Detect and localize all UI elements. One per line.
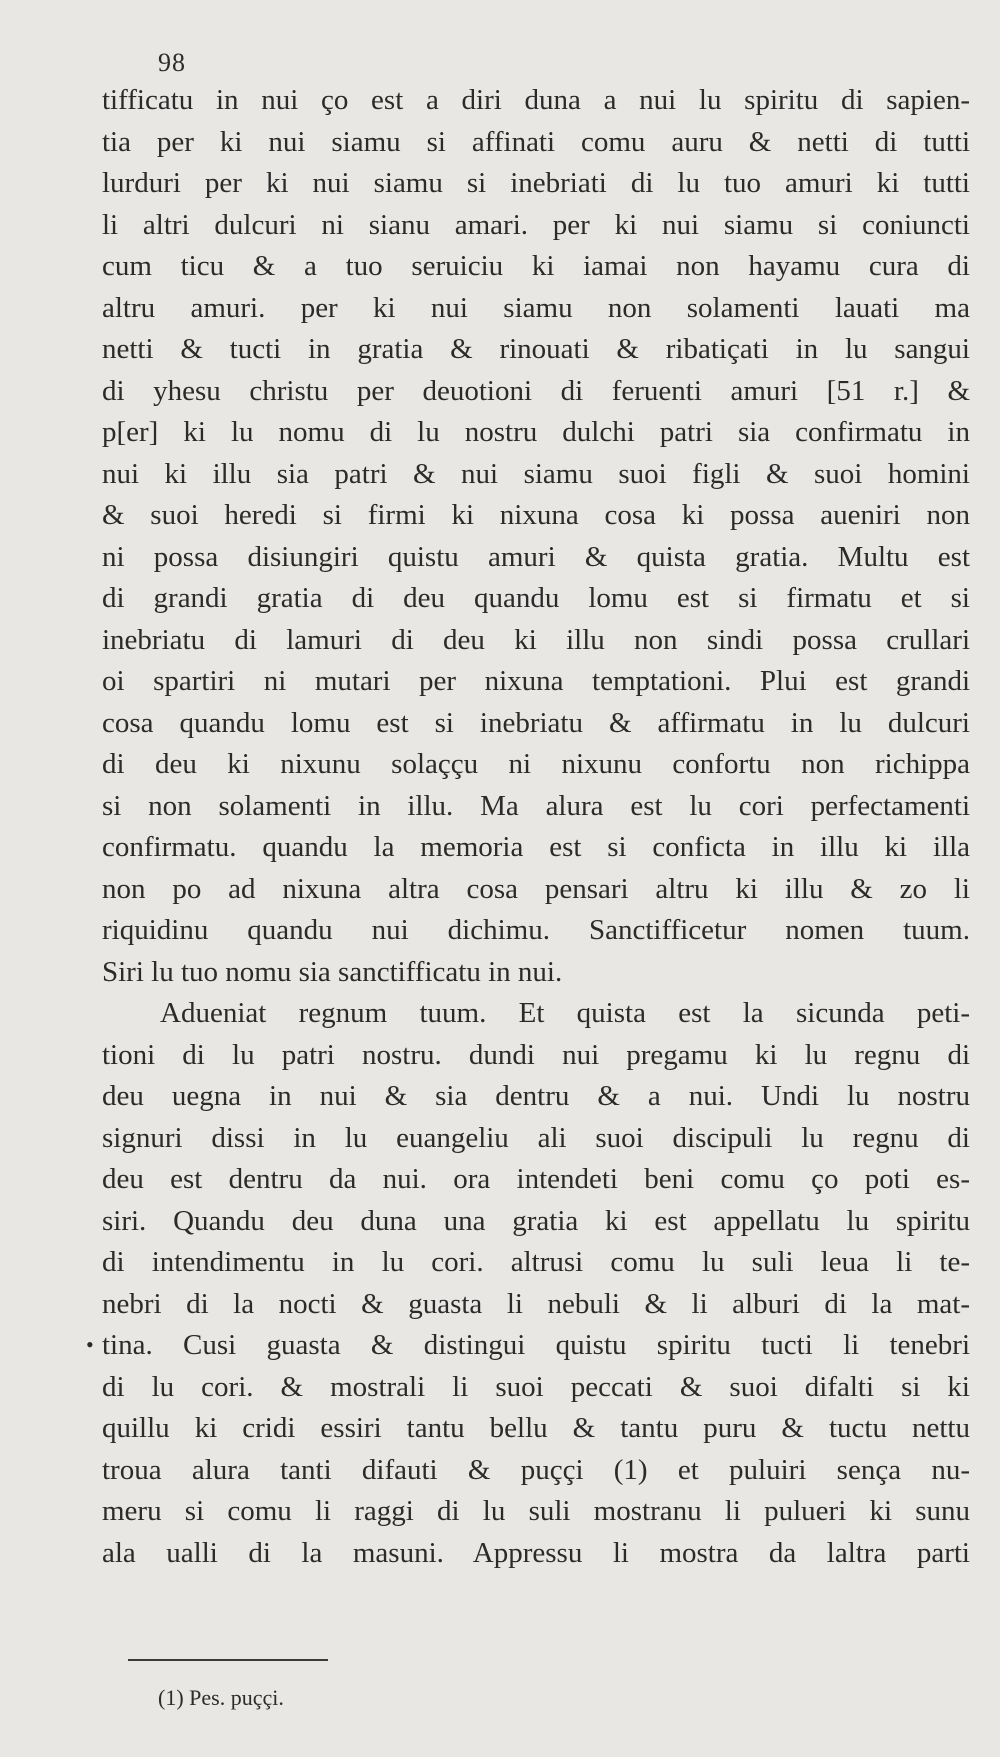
text-line: altru amuri. per ki nui siamu non solamenti lauati ma xyxy=(102,291,970,324)
text-line: quillu ki cridi essiri tantu bellu & tantu puru & tuctu nettu xyxy=(102,1412,970,1444)
text-line: meru si comu li raggi di lu suli mostranu li pulueri ki sunu xyxy=(102,1495,970,1527)
text-line: cum ticu & a tuo seruiciu ki iamai non hayamu cura di xyxy=(102,250,970,282)
text-line: tina. Cusi guasta & distingui quistu spiritu tucti li tenebri xyxy=(102,1329,970,1361)
text-line: di intendimentu in lu cori. altrusi comu lu suli leua li te- xyxy=(102,1246,970,1278)
paragraph-start-line: Adueniat regnum tuum. Et quista est la sicunda peti- xyxy=(160,997,970,1029)
text-line: cosa quandu lomu est si inebriatu & affirmatu in lu dulcuri xyxy=(102,706,970,739)
text-line: deu est dentru da nui. ora intendeti beni comu ço poti es- xyxy=(102,1163,970,1195)
text-line: tifficatu in nui ço est a diri duna a nui lu spiritu di sapien- xyxy=(102,84,970,116)
page-number: 98 xyxy=(158,48,186,77)
text-line: deu uegna in nui & sia dentru & a nui. Undi lu nostru xyxy=(102,1080,970,1112)
text-line: ni possa disiungiri quistu amuri & quista gratia. Multu est xyxy=(102,540,970,573)
text-line: si non solamenti in illu. Ma alura est lu cori perfectamenti xyxy=(102,789,970,822)
text-line: Siri lu tuo nomu sia sanctifficatu in nui. xyxy=(102,955,563,988)
text-line: di deu ki nixunu solaççu ni nixunu confortu non richippa xyxy=(102,748,970,780)
text-line: oi spartiri ni mutari per nixuna temptationi. Plui est grandi xyxy=(102,665,970,697)
text-line: non po ad nixuna altra cosa pensari altru ki illu & zo li xyxy=(102,872,970,905)
body-text xyxy=(102,80,970,1574)
margin-mark: • xyxy=(86,1332,94,1357)
text-line: ala ualli di la masuni. Appressu li mostra da laltra parti xyxy=(102,1536,970,1569)
text-line: confirmatu. quandu la memoria est si conficta in illu ki illa xyxy=(102,831,970,863)
text-line: inebriatu di lamuri di deu ki illu non sindi possa crullari xyxy=(102,623,970,656)
text-line: di grandi gratia di deu quandu lomu est si firmatu et si xyxy=(102,582,970,614)
text-line: nui ki illu sia patri & nui siamu suoi figli & suoi homini xyxy=(102,457,970,490)
footnote-rule xyxy=(128,1659,328,1661)
text-line: di yhesu christu per deuotioni di feruenti amuri [51 r.] & xyxy=(102,374,970,407)
text-line: siri. Quandu deu duna una gratia ki est appellatu lu spiritu xyxy=(102,1204,970,1237)
text-line: riquidinu quandu nui dichimu. Sanctifficetur nomen tuum. xyxy=(102,914,970,946)
text-line: signuri dissi in lu euangeliu ali suoi discipuli lu regnu di xyxy=(102,1121,970,1154)
text-line: netti & tucti in gratia & rinouati & ribatiçati in lu sangui xyxy=(102,333,970,365)
text-line: di lu cori. & mostrali li suoi peccati & suoi difalti si ki xyxy=(102,1370,970,1403)
text-line: tia per ki nui siamu si affinati comu auru & netti di tutti xyxy=(102,125,970,158)
text-line: li altri dulcuri ni sianu amari. per ki nui siamu si coniuncti xyxy=(102,208,970,241)
text-line: tioni di lu patri nostru. dundi nui pregamu ki lu regnu di xyxy=(102,1038,970,1071)
text-line: nebri di la nocti & guasta li nebuli & li alburi di la mat- xyxy=(102,1287,970,1320)
footnote: (1) Pes. puççi. xyxy=(158,1685,284,1710)
text-line: lurduri per ki nui siamu si inebriati di lu tuo amuri ki tutti xyxy=(102,167,970,199)
text-line: p[er] ki lu nomu di lu nostru dulchi patri sia confirmatu in xyxy=(102,416,970,448)
text-line: troua alura tanti difauti & puççi (1) et puluiri sença nu- xyxy=(102,1453,970,1486)
text-line: & suoi heredi si firmi ki nixuna cosa ki possa aueniri non xyxy=(102,499,970,531)
